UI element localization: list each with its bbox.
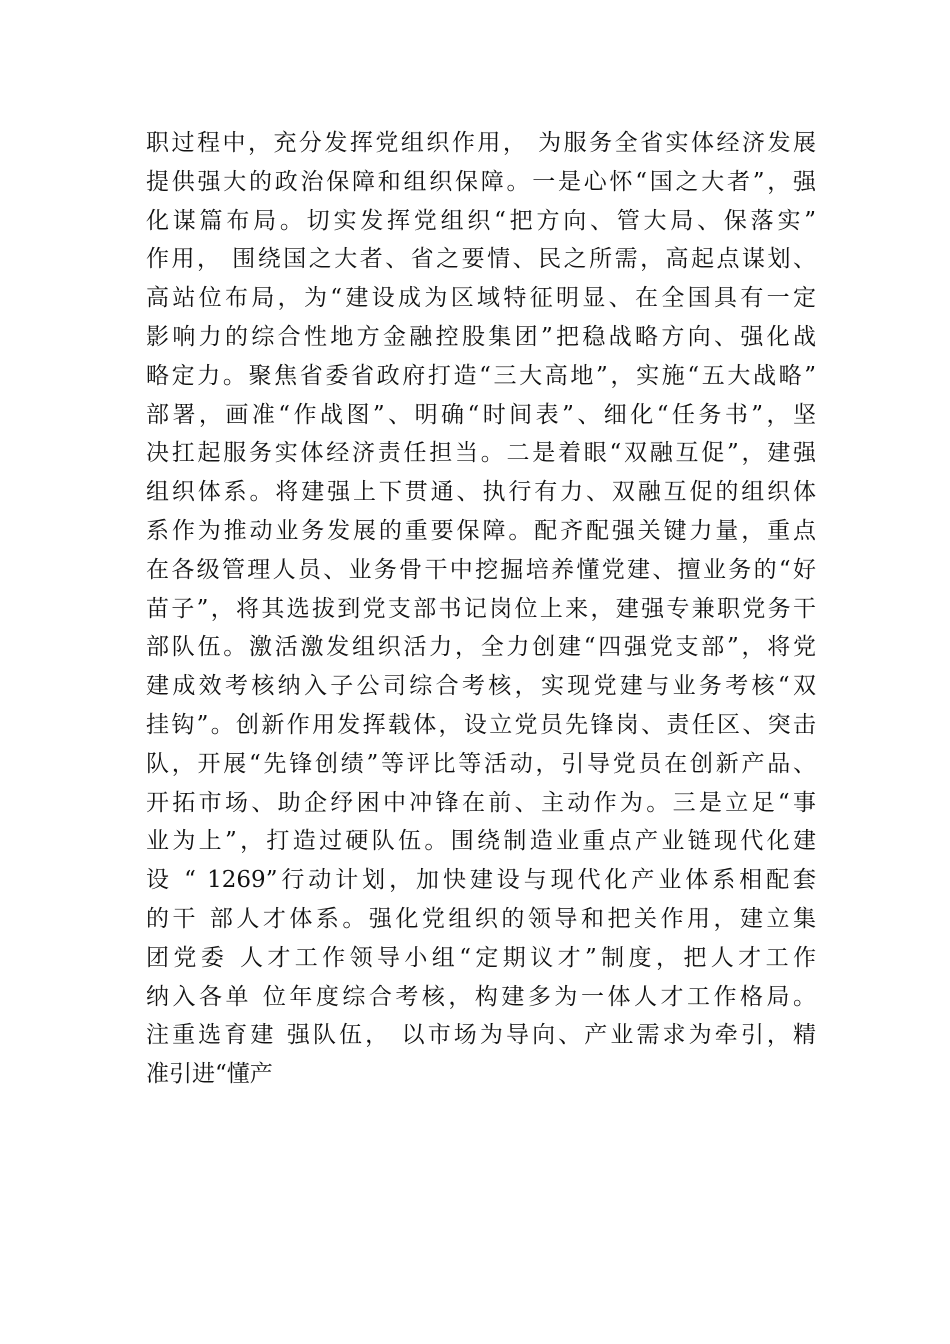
text-line: 苗子”，将其选拔到党支部书记岗位上来，建强专兼职党务干: [146, 595, 816, 622]
text-line: 开拓市场、助企纾困中冲锋在前、主动作为。三是立足“事: [146, 789, 816, 816]
text-line: 的干 部人才体系。强化党组织的领导和把关作用，建立集: [146, 905, 816, 932]
body-text: [146, 124, 816, 1094]
text-line: 化谋篇布局。切实发挥党组织“把方向、管大局、保落实”: [146, 207, 816, 234]
text-line: 设 “ 1269”行动计划，加快建设与现代化产业体系相配套: [146, 867, 816, 894]
text-line: 注重选育建 强队伍， 以市场为导向、产业需求为牵引，精: [146, 1022, 816, 1049]
text-line: 作用， 围绕国之大者、省之要情、民之所需，高起点谋划、: [146, 246, 816, 273]
text-line: 系作为推动业务发展的重要保障。配齐配强关键力量，重点: [146, 517, 816, 544]
text-line: 建成效考核纳入子公司综合考核，实现党建与业务考核“双: [146, 673, 816, 700]
text-line: 纳入各单 位年度综合考核，构建多为一体人才工作格局。: [146, 983, 816, 1010]
text-line: 挂钩”。创新作用发挥载体，设立党员先锋岗、责任区、突击: [146, 711, 816, 738]
text-line: 影响力的综合性地方金融控股集团”把稳战略方向、强化战: [146, 323, 816, 350]
text-line: 队，开展“先锋创绩”等评比等活动，引导党员在创新产品、: [146, 750, 816, 777]
text-line: 决扛起服务实体经济责任担当。二是着眼“双融互促”，建强: [146, 440, 816, 467]
text-line: 职过程中，充分发挥党组织作用， 为服务全省实体经济发展: [146, 130, 816, 156]
text-line: 提供强大的政治保障和组织保障。一是心怀“国之大者”，强: [146, 168, 816, 195]
text-line: 略定力。聚焦省委省政府打造“三大高地”，实施“五大战略”: [146, 362, 816, 389]
text-line: 在各级管理人员、业务骨干中挖掘培养懂党建、擅业务的“好: [146, 556, 816, 583]
text-line: 部队伍。激活激发组织活力，全力创建“四强党支部”，将党: [146, 634, 816, 661]
text-line: 高站位布局，为“建设成为区域特征明显、在全国具有一定: [146, 285, 816, 312]
text-line-last: 准引进“懂产: [146, 1061, 273, 1088]
text-line: 业为上”，打造过硬队伍。围绕制造业重点产业链现代化建: [146, 828, 816, 855]
text-line: 团党委 人才工作领导小组“定期议才”制度，把人才工作: [146, 944, 816, 971]
text-line: 组织体系。将建强上下贯通、执行有力、双融互促的组织体: [146, 479, 816, 506]
text-line: 部署，画准“作战图”、明确“时间表”、细化“任务书”，坚: [146, 401, 816, 428]
